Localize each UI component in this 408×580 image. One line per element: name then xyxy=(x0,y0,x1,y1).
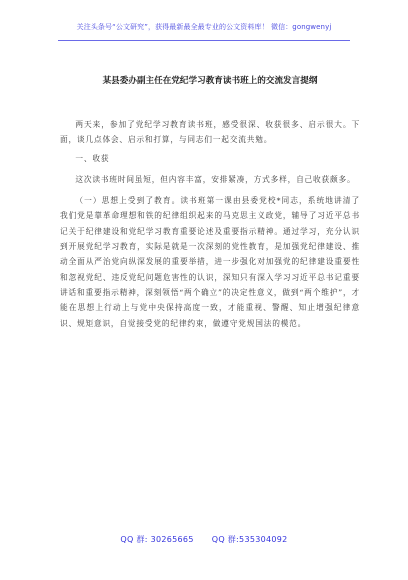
header-banner: 关注头条号“公文研究”，获得最新最全最专业的公文资料库！ 微信：gongwenyj xyxy=(76,23,332,31)
document-title: 某县委办副主任在党纪学习教育读书班上的交流发言提纲 xyxy=(102,76,318,86)
paragraph-thought: （一）思想上受到了教育。读书班第一课由县委党校*同志，系统地讲清了我们党是靠革命理想和铁的纪律组织起来的马克思主义政党，辅导了习近平总书记关于纪律建设和党纪学习教育重要论述及重要指示精神。通过学习，充分认识到开展党纪学习教育，实际是就是一次深刻的党性教育，是加强党纪律建设、推动全面从严治党向纵深发展的重要举措，进一步强化对加强党的纪律建设重要性和忽视党纪、违反党纪问题危害性的认识，深知只有深入学习习近平总书记重要讲话和重要指示精神，深刻领悟“两个确立”的决定性意义，做到“两个维护”，才能在思想上行动上与党中央保持高度一致，才能重视、警醒、知止增强纪律意识、规矩意识，自觉接受党的纪律约束，做遵守党规国法的模范。 xyxy=(60,196,360,328)
footer-qq-group-1: QQ 群: 30265665 xyxy=(120,535,194,544)
header-divider xyxy=(58,40,350,41)
document-body xyxy=(60,117,360,331)
footer-qq-group-2: QQ 群:535304092 xyxy=(211,535,288,544)
paragraph-intro: 两天来，参加了党纪学习教育读书班，感受很深、收获很多、启示很大。下面，谈几点体会、启示和打算，与同志们一起交流共勉。 xyxy=(60,120,360,145)
paragraph-summary: 这次读书班时间虽短，但内容丰富，安排紧凑，方式多样，自己收获颇多。 xyxy=(75,174,356,184)
section-heading: 一、收获 xyxy=(75,153,110,163)
footer-qq-groups xyxy=(0,534,408,545)
